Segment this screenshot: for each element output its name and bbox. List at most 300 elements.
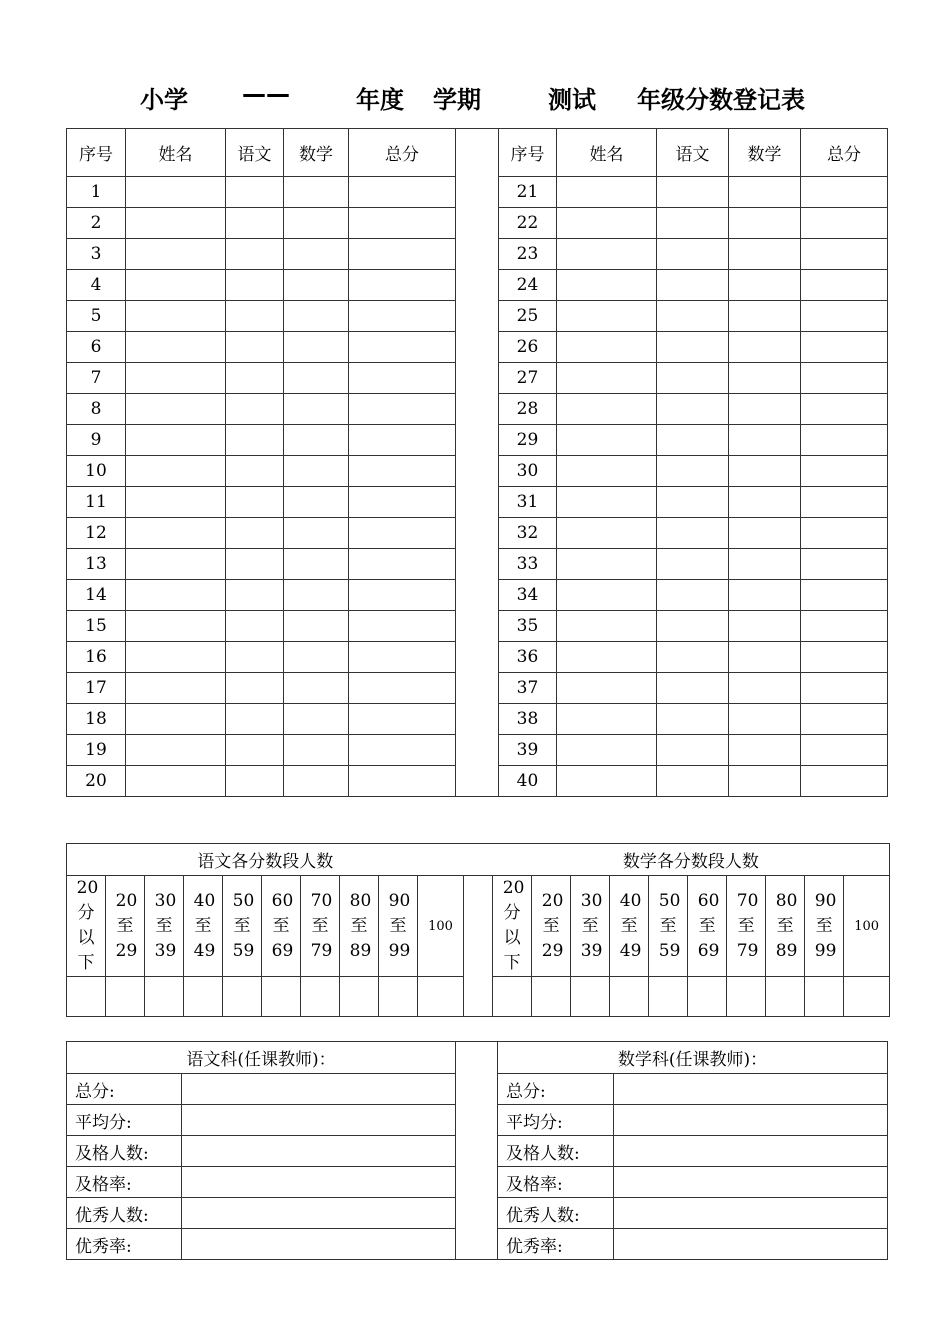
student-name-cell[interactable]	[126, 332, 226, 363]
header-index-left: 序号	[67, 129, 126, 177]
student-name-cell[interactable]	[126, 239, 226, 270]
math-score-cell[interactable]	[284, 363, 349, 394]
math-score-cell[interactable]	[729, 642, 801, 673]
math-score-cell[interactable]	[284, 766, 349, 797]
band-label-char: 60	[271, 890, 294, 911]
column-gap	[456, 518, 499, 549]
band-label	[349, 889, 372, 964]
total-score-cell[interactable]	[801, 580, 888, 611]
student-name-cell[interactable]	[557, 673, 657, 704]
math-score-cell[interactable]	[284, 735, 349, 766]
column-gap	[456, 425, 499, 456]
total-score-cell[interactable]	[801, 704, 888, 735]
band-label-char: 90	[814, 890, 837, 911]
table-row	[67, 766, 888, 797]
chinese-stat-label: 及格人数:	[67, 1136, 182, 1167]
chinese-score-cell[interactable]	[657, 456, 729, 487]
math-score-cell[interactable]	[284, 518, 349, 549]
student-name-cell[interactable]	[557, 239, 657, 270]
row-number: 16	[67, 642, 126, 673]
chinese-band-header	[106, 876, 145, 977]
chinese-band-count-cell[interactable]	[106, 977, 145, 1017]
chinese-score-cell[interactable]	[226, 735, 284, 766]
math-band-count-cell[interactable]	[610, 977, 649, 1017]
total-score-cell[interactable]	[349, 425, 456, 456]
band-label-char: 70	[310, 890, 333, 911]
student-name-cell[interactable]	[126, 518, 226, 549]
total-score-cell[interactable]	[349, 270, 456, 301]
chinese-score-cell[interactable]	[226, 611, 284, 642]
header-total-left: 总分	[349, 129, 456, 177]
student-name-cell[interactable]	[126, 704, 226, 735]
math-score-cell[interactable]	[729, 270, 801, 301]
math-score-cell[interactable]	[284, 394, 349, 425]
total-score-cell[interactable]	[801, 239, 888, 270]
band-label-char: 80	[775, 890, 798, 911]
math-score-cell[interactable]	[284, 456, 349, 487]
math-score-cell[interactable]	[729, 766, 801, 797]
table-row	[67, 270, 888, 301]
chinese-stat-label: 优秀人数:	[67, 1198, 182, 1229]
row-number: 9	[67, 425, 126, 456]
student-name-cell[interactable]	[557, 518, 657, 549]
total-score-cell[interactable]	[349, 332, 456, 363]
math-stat-value-cell[interactable]	[614, 1229, 888, 1260]
band-label-char: 39	[580, 940, 603, 961]
table-row	[67, 673, 888, 704]
math-band-header	[610, 876, 649, 977]
chinese-score-cell[interactable]	[226, 673, 284, 704]
chinese-band-header	[223, 876, 262, 977]
student-name-cell[interactable]	[557, 363, 657, 394]
chinese-band-count-cell[interactable]	[301, 977, 340, 1017]
table-row	[67, 425, 888, 456]
row-number: 39	[499, 735, 557, 766]
math-band-header	[727, 876, 766, 977]
total-score-cell[interactable]	[801, 518, 888, 549]
total-score-cell[interactable]	[801, 611, 888, 642]
math-score-cell[interactable]	[729, 456, 801, 487]
math-score-cell[interactable]	[729, 239, 801, 270]
column-gap	[456, 1074, 498, 1105]
student-name-cell[interactable]	[126, 549, 226, 580]
chinese-stat-value-cell[interactable]	[182, 1229, 456, 1260]
total-score-cell[interactable]	[801, 673, 888, 704]
chinese-score-cell[interactable]	[226, 580, 284, 611]
column-gap	[456, 580, 499, 611]
column-gap	[456, 363, 499, 394]
band-label-char: 至	[233, 915, 251, 936]
chinese-stat-value-cell[interactable]	[182, 1167, 456, 1198]
student-name-cell[interactable]	[557, 394, 657, 425]
total-score-cell[interactable]	[349, 704, 456, 735]
math-band-count-cell[interactable]	[766, 977, 805, 1017]
band-label-char: 至	[272, 915, 290, 936]
summary-row	[67, 1105, 888, 1136]
column-gap	[456, 735, 499, 766]
row-number: 37	[499, 673, 557, 704]
row-number: 26	[499, 332, 557, 363]
band-label-char: 至	[620, 915, 638, 936]
student-name-cell[interactable]	[557, 301, 657, 332]
math-band-count-cell[interactable]	[532, 977, 571, 1017]
chinese-score-cell[interactable]	[226, 270, 284, 301]
student-name-cell[interactable]	[126, 425, 226, 456]
chinese-score-cell[interactable]	[657, 766, 729, 797]
title-grade-register: 年级分数登记表	[637, 86, 805, 114]
math-score-cell[interactable]	[284, 177, 349, 208]
chinese-score-cell[interactable]	[657, 549, 729, 580]
band-label-char: 59	[658, 940, 681, 961]
total-score-cell[interactable]	[349, 611, 456, 642]
student-name-cell[interactable]	[557, 332, 657, 363]
band-label-char: 至	[350, 915, 368, 936]
math-score-cell[interactable]	[729, 673, 801, 704]
column-gap	[456, 1105, 498, 1136]
chinese-stat-value-cell[interactable]	[182, 1198, 456, 1229]
header-index-right: 序号	[499, 129, 557, 177]
header-math-right: 数学	[729, 129, 801, 177]
chinese-band-count-cell[interactable]	[418, 977, 464, 1017]
summary-title-row	[67, 1042, 888, 1074]
total-score-cell[interactable]	[349, 208, 456, 239]
math-score-cell[interactable]	[284, 549, 349, 580]
chinese-score-cell[interactable]	[226, 363, 284, 394]
chinese-score-cell[interactable]	[226, 208, 284, 239]
chinese-score-cell[interactable]	[657, 735, 729, 766]
math-score-cell[interactable]	[729, 518, 801, 549]
chinese-band-count-cell[interactable]	[184, 977, 223, 1017]
total-score-cell[interactable]	[349, 518, 456, 549]
row-number: 24	[499, 270, 557, 301]
chinese-score-cell[interactable]	[657, 363, 729, 394]
chinese-score-cell[interactable]	[226, 766, 284, 797]
row-number: 25	[499, 301, 557, 332]
math-stat-value-cell[interactable]	[614, 1136, 888, 1167]
math-stat-value-cell[interactable]	[614, 1167, 888, 1198]
math-stat-label: 优秀人数:	[498, 1198, 614, 1229]
student-name-cell[interactable]	[557, 270, 657, 301]
band-label-char: 至	[311, 915, 329, 936]
table-row	[67, 487, 888, 518]
chinese-band-count-cell[interactable]	[223, 977, 262, 1017]
total-score-cell[interactable]	[801, 642, 888, 673]
student-name-cell[interactable]	[126, 611, 226, 642]
chinese-score-cell[interactable]	[657, 704, 729, 735]
math-distribution-title: 数学各分数段人数	[493, 844, 890, 876]
total-score-cell[interactable]	[801, 270, 888, 301]
chinese-score-cell[interactable]	[657, 301, 729, 332]
total-score-cell[interactable]	[801, 208, 888, 239]
total-score-cell[interactable]	[349, 456, 456, 487]
chinese-band-count-cell[interactable]	[340, 977, 379, 1017]
math-band-header	[571, 876, 610, 977]
chinese-score-cell[interactable]	[657, 611, 729, 642]
total-score-cell[interactable]	[801, 425, 888, 456]
student-name-cell[interactable]	[126, 177, 226, 208]
chinese-band-count-cell[interactable]	[67, 977, 106, 1017]
band-label-char: 99	[388, 940, 411, 961]
band-label	[775, 889, 798, 964]
band-label-char: 29	[541, 940, 564, 961]
total-score-cell[interactable]	[801, 766, 888, 797]
math-score-cell[interactable]	[729, 177, 801, 208]
total-score-cell[interactable]	[349, 673, 456, 704]
math-score-cell[interactable]	[729, 332, 801, 363]
chinese-stat-value-cell[interactable]	[182, 1074, 456, 1105]
chinese-score-cell[interactable]	[657, 425, 729, 456]
student-name-cell[interactable]	[557, 425, 657, 456]
chinese-score-cell[interactable]	[657, 673, 729, 704]
chinese-score-cell[interactable]	[657, 177, 729, 208]
row-number: 36	[499, 642, 557, 673]
table-row	[67, 332, 888, 363]
chinese-score-cell[interactable]	[657, 518, 729, 549]
band-label-char: 以	[77, 928, 95, 948]
chinese-score-cell[interactable]	[226, 177, 284, 208]
math-score-cell[interactable]	[284, 208, 349, 239]
math-score-cell[interactable]	[284, 704, 349, 735]
math-score-cell[interactable]	[284, 270, 349, 301]
chinese-band-count-cell[interactable]	[379, 977, 418, 1017]
student-name-cell[interactable]	[557, 642, 657, 673]
math-score-cell[interactable]	[284, 580, 349, 611]
band-label-char: 至	[776, 915, 794, 936]
student-name-cell[interactable]	[126, 208, 226, 239]
total-score-cell[interactable]	[349, 394, 456, 425]
row-number: 29	[499, 425, 557, 456]
band-label-char: 29	[115, 940, 138, 961]
column-gap	[464, 844, 493, 876]
column-gap	[456, 549, 499, 580]
total-score-cell[interactable]	[801, 456, 888, 487]
student-name-cell[interactable]	[557, 766, 657, 797]
row-number: 17	[67, 673, 126, 704]
math-band-count-cell[interactable]	[844, 977, 890, 1017]
student-name-cell[interactable]	[126, 394, 226, 425]
title-dash: ——	[242, 80, 290, 108]
student-name-cell[interactable]	[557, 208, 657, 239]
band-label-char: 20	[502, 878, 525, 898]
row-number: 34	[499, 580, 557, 611]
student-name-cell[interactable]	[126, 735, 226, 766]
band-label-char: 90	[388, 890, 411, 911]
student-name-cell[interactable]	[126, 766, 226, 797]
chinese-score-cell[interactable]	[226, 456, 284, 487]
total-score-cell[interactable]	[801, 487, 888, 518]
math-score-cell[interactable]	[729, 580, 801, 611]
math-score-cell[interactable]	[284, 487, 349, 518]
math-stat-label: 总分:	[498, 1074, 614, 1105]
math-score-cell[interactable]	[284, 301, 349, 332]
total-score-cell[interactable]	[349, 642, 456, 673]
band-label-char: 至	[194, 915, 212, 936]
math-score-cell[interactable]	[729, 363, 801, 394]
chinese-score-cell[interactable]	[226, 301, 284, 332]
chinese-score-cell[interactable]	[226, 704, 284, 735]
band-label	[619, 889, 642, 964]
math-score-cell[interactable]	[729, 549, 801, 580]
total-score-cell[interactable]	[801, 735, 888, 766]
math-band-count-cell[interactable]	[649, 977, 688, 1017]
table-row	[67, 704, 888, 735]
chinese-band-header	[145, 876, 184, 977]
math-band-count-cell[interactable]	[805, 977, 844, 1017]
math-score-cell[interactable]	[284, 673, 349, 704]
chinese-score-cell[interactable]	[657, 270, 729, 301]
math-score-cell[interactable]	[729, 394, 801, 425]
student-name-cell[interactable]	[126, 673, 226, 704]
chinese-band-header-100: 100	[418, 876, 464, 977]
column-gap	[464, 876, 493, 977]
row-number: 19	[67, 735, 126, 766]
row-number: 7	[67, 363, 126, 394]
math-stat-value-cell[interactable]	[614, 1105, 888, 1136]
row-number: 10	[67, 456, 126, 487]
column-gap	[456, 394, 499, 425]
total-score-cell[interactable]	[349, 766, 456, 797]
band-label-char: 至	[155, 915, 173, 936]
student-name-cell[interactable]	[557, 735, 657, 766]
band-header-row	[67, 876, 890, 977]
student-name-cell[interactable]	[557, 704, 657, 735]
total-score-cell[interactable]	[349, 580, 456, 611]
chinese-score-cell[interactable]	[657, 332, 729, 363]
math-band-count-cell[interactable]	[493, 977, 532, 1017]
column-gap	[456, 673, 499, 704]
student-name-cell[interactable]	[126, 642, 226, 673]
student-name-cell[interactable]	[557, 580, 657, 611]
total-score-cell[interactable]	[349, 549, 456, 580]
chinese-score-cell[interactable]	[657, 580, 729, 611]
chinese-score-cell[interactable]	[226, 549, 284, 580]
table-row	[67, 394, 888, 425]
math-score-cell[interactable]	[729, 301, 801, 332]
distribution-title-row	[67, 844, 890, 876]
band-label-char: 至	[542, 915, 560, 936]
math-stat-value-cell[interactable]	[614, 1198, 888, 1229]
student-name-cell[interactable]	[557, 549, 657, 580]
math-score-cell[interactable]	[284, 332, 349, 363]
math-band-count-cell[interactable]	[727, 977, 766, 1017]
band-label-char: 40	[619, 890, 642, 911]
row-number: 13	[67, 549, 126, 580]
total-score-cell[interactable]	[349, 239, 456, 270]
math-stat-value-cell[interactable]	[614, 1074, 888, 1105]
chinese-score-cell[interactable]	[657, 642, 729, 673]
table-row	[67, 735, 888, 766]
total-score-cell[interactable]	[801, 301, 888, 332]
math-score-cell[interactable]	[729, 704, 801, 735]
math-score-cell[interactable]	[729, 735, 801, 766]
column-gap	[456, 487, 499, 518]
total-score-cell[interactable]	[801, 394, 888, 425]
column-gap	[456, 766, 499, 797]
column-gap	[456, 208, 499, 239]
chinese-score-cell[interactable]	[657, 208, 729, 239]
band-label-char: 70	[736, 890, 759, 911]
chinese-stat-value-cell[interactable]	[182, 1105, 456, 1136]
band-label-char: 20	[115, 890, 138, 911]
student-name-cell[interactable]	[557, 177, 657, 208]
band-label	[115, 889, 138, 964]
chinese-score-cell[interactable]	[226, 425, 284, 456]
student-name-cell[interactable]	[126, 270, 226, 301]
chinese-score-cell[interactable]	[226, 332, 284, 363]
header-name-left: 姓名	[126, 129, 226, 177]
row-number: 4	[67, 270, 126, 301]
chinese-score-cell[interactable]	[226, 394, 284, 425]
header-chinese-right: 语文	[657, 129, 729, 177]
total-score-cell[interactable]	[349, 487, 456, 518]
total-score-cell[interactable]	[349, 177, 456, 208]
chinese-score-cell[interactable]	[226, 239, 284, 270]
band-label-char: 49	[193, 940, 216, 961]
math-score-cell[interactable]	[729, 425, 801, 456]
total-score-cell[interactable]	[801, 363, 888, 394]
row-number: 22	[499, 208, 557, 239]
math-score-cell[interactable]	[284, 425, 349, 456]
page-title	[0, 80, 950, 112]
column-gap	[456, 1042, 498, 1074]
math-band-count-cell[interactable]	[571, 977, 610, 1017]
math-band-count-cell[interactable]	[688, 977, 727, 1017]
student-name-cell[interactable]	[126, 580, 226, 611]
math-score-cell[interactable]	[729, 208, 801, 239]
math-score-cell[interactable]	[729, 611, 801, 642]
band-label-char: 至	[116, 915, 134, 936]
chinese-band-count-cell[interactable]	[262, 977, 301, 1017]
table-row	[67, 363, 888, 394]
total-score-cell[interactable]	[801, 549, 888, 580]
total-score-cell[interactable]	[801, 332, 888, 363]
math-score-cell[interactable]	[284, 611, 349, 642]
total-score-cell[interactable]	[349, 735, 456, 766]
table-row	[67, 301, 888, 332]
chinese-score-cell[interactable]	[657, 394, 729, 425]
student-name-cell[interactable]	[557, 456, 657, 487]
total-score-cell[interactable]	[349, 363, 456, 394]
table-row	[67, 456, 888, 487]
chinese-score-cell[interactable]	[657, 239, 729, 270]
student-name-cell[interactable]	[126, 363, 226, 394]
total-score-cell[interactable]	[349, 301, 456, 332]
student-name-cell[interactable]	[126, 301, 226, 332]
column-gap	[456, 1198, 498, 1229]
chinese-band-count-cell[interactable]	[145, 977, 184, 1017]
column-gap	[456, 642, 499, 673]
math-score-cell[interactable]	[284, 642, 349, 673]
chinese-score-cell[interactable]	[226, 518, 284, 549]
student-name-cell[interactable]	[557, 487, 657, 518]
band-label	[76, 876, 99, 976]
student-name-cell[interactable]	[557, 611, 657, 642]
chinese-score-cell[interactable]	[657, 487, 729, 518]
column-gap	[456, 332, 499, 363]
band-label	[658, 889, 681, 964]
band-label	[541, 889, 564, 964]
total-score-cell[interactable]	[801, 177, 888, 208]
chinese-score-cell[interactable]	[226, 642, 284, 673]
math-score-cell[interactable]	[284, 239, 349, 270]
band-label-char: 89	[349, 940, 372, 961]
student-name-cell[interactable]	[126, 456, 226, 487]
column-gap	[456, 129, 499, 177]
math-score-cell[interactable]	[729, 487, 801, 518]
student-name-cell[interactable]	[126, 487, 226, 518]
chinese-stat-value-cell[interactable]	[182, 1136, 456, 1167]
chinese-score-cell[interactable]	[226, 487, 284, 518]
